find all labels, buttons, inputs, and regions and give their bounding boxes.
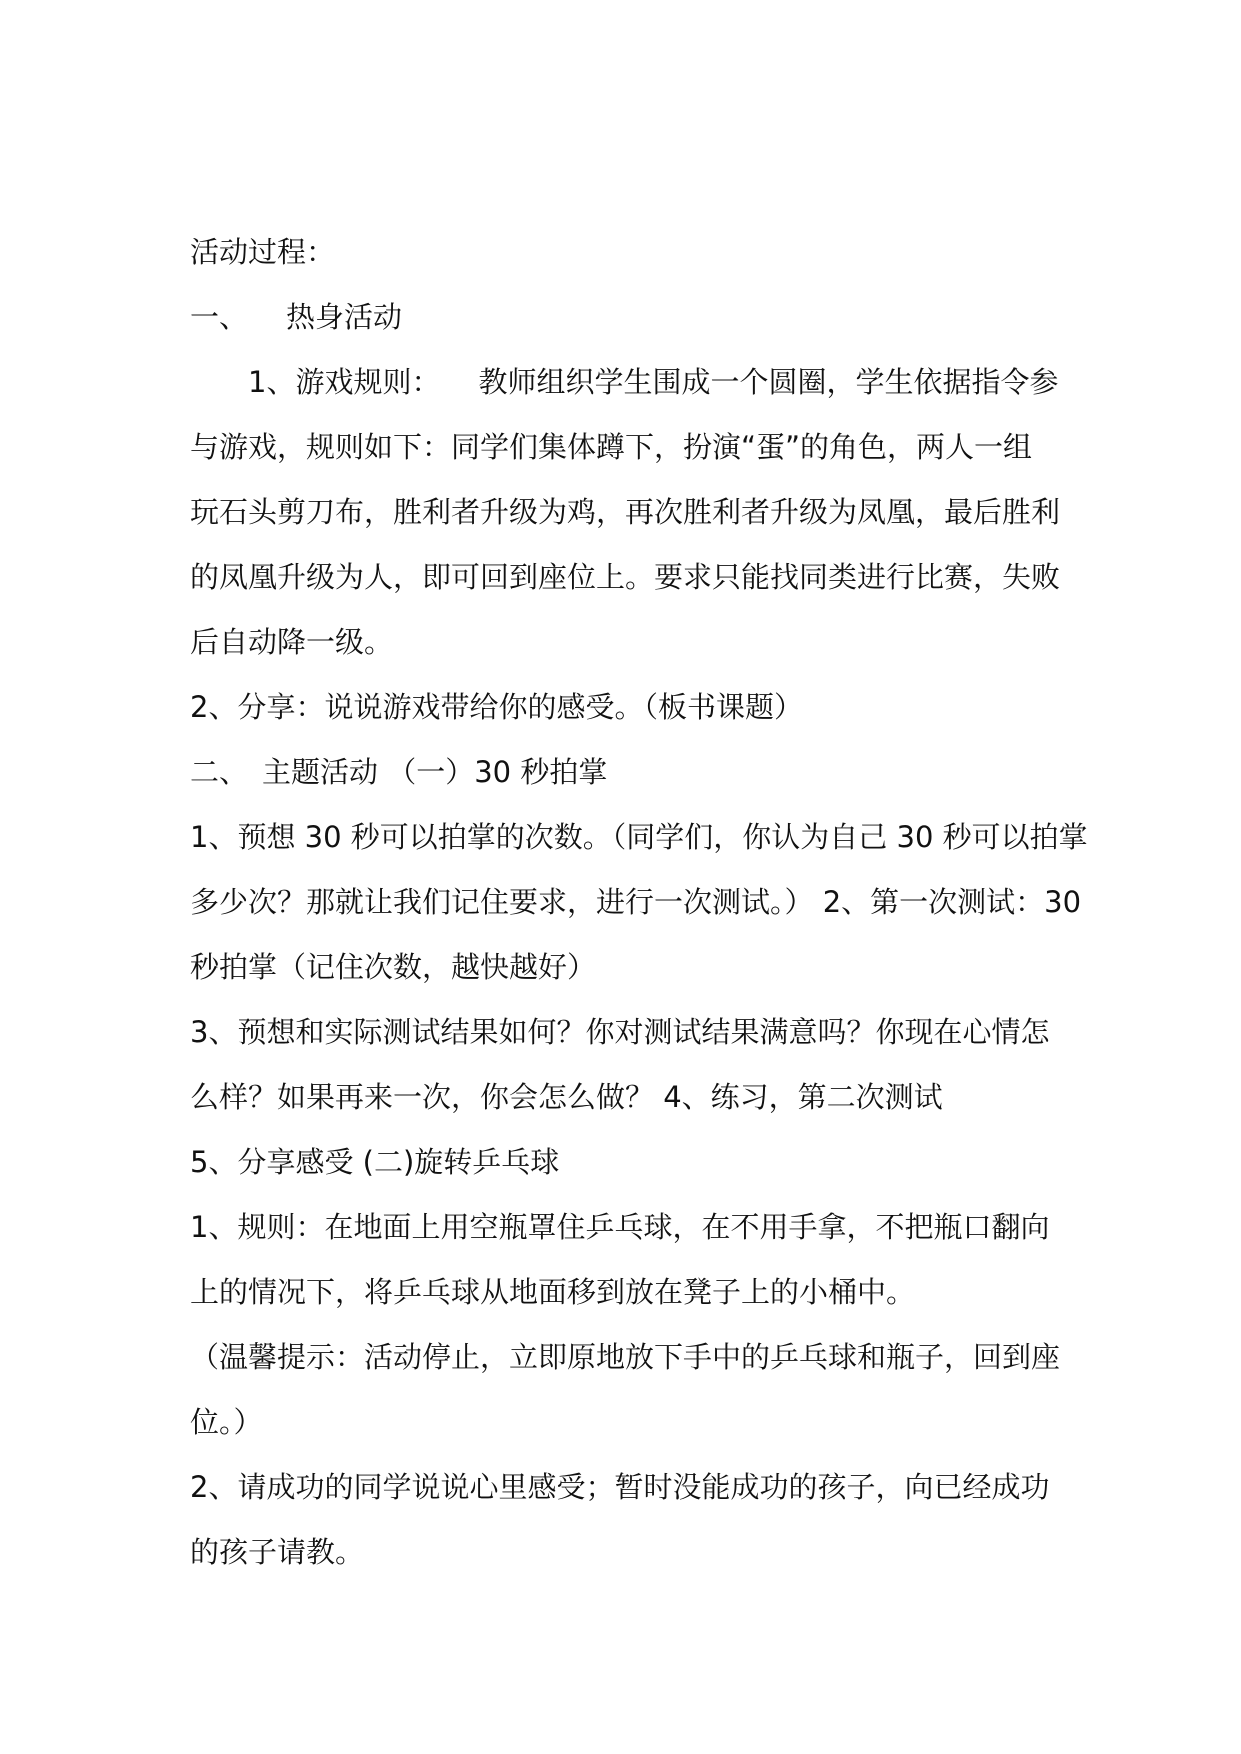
section-heading-main-activity [190,740,1050,805]
document-body [190,220,1088,1585]
paragraph-line: 的孩子请教。 [190,1535,365,1569]
paragraph-line: （温馨提示：活动停止，立即原地放下手中的乒乓球和瓶子，回到座 [190,1340,1061,1374]
section-number: 一、 [190,300,249,334]
paragraph-line: 上的情况下，将乒乓球从地面移到放在凳子上的小桶中。 [190,1275,916,1309]
section-number: 二、 [190,755,249,789]
paragraph-line: 的凤凰升级为人，即可回到座位上。要求只能找同类进行比赛，失败 [190,560,1061,594]
paragraph-line: 秒拍掌（记住次数，越快越好） [190,950,597,984]
paragraph-line: 1、规则：在地面上用空瓶罩住乒乓球，在不用手拿，不把瓶口翻向 [190,1210,1050,1244]
section-heading-warmup [190,285,1050,350]
paragraph-line: 2、分享：说说游戏带给你的感受。（板书课题） [190,690,803,724]
paragraph-line [190,350,1059,415]
paragraph-line: 位。） [190,1405,263,1439]
section-title: 主题活动 （一）30 秒拍掌 [262,755,608,789]
paragraph-line: 1、预想 30 秒可以拍掌的次数。（同学们，你认为自己 30 秒可以拍掌 [190,820,1088,854]
paragraph-line: 5、分享感受 (二)旋转乒乓球 [190,1145,560,1179]
section-title: 热身活动 [286,300,403,334]
paragraph-line: 与游戏，规则如下：同学们集体蹲下，扮演“蛋”的角色，两人一组 [190,430,1033,464]
paragraph-line: 2、请成功的同学说说心里感受；暂时没能成功的孩子，向已经成功 [190,1470,1050,1504]
paragraph-line: 多少次？那就让我们记住要求，进行一次测试。） 2、第一次测试：30 [190,885,1082,919]
paragraph-line: 后自动降一级。 [190,625,394,659]
paragraph-line: 玩石头剪刀布，胜利者升级为鸡，再次胜利者升级为凤凰，最后胜利 [190,495,1061,529]
paragraph-line: 3、预想和实际测试结果如何？你对测试结果满意吗？你现在心情怎 [190,1015,1050,1049]
rule-text: 教师组织学生围成一个圆圈，学生依据指令参 [478,365,1059,399]
rule-label: 1、游戏规则： [248,365,441,399]
section-heading-activity-process: 活动过程： [190,235,336,269]
paragraph-line: 么样？如果再来一次，你会怎么做？ 4、练习，第二次测试 [190,1080,943,1114]
